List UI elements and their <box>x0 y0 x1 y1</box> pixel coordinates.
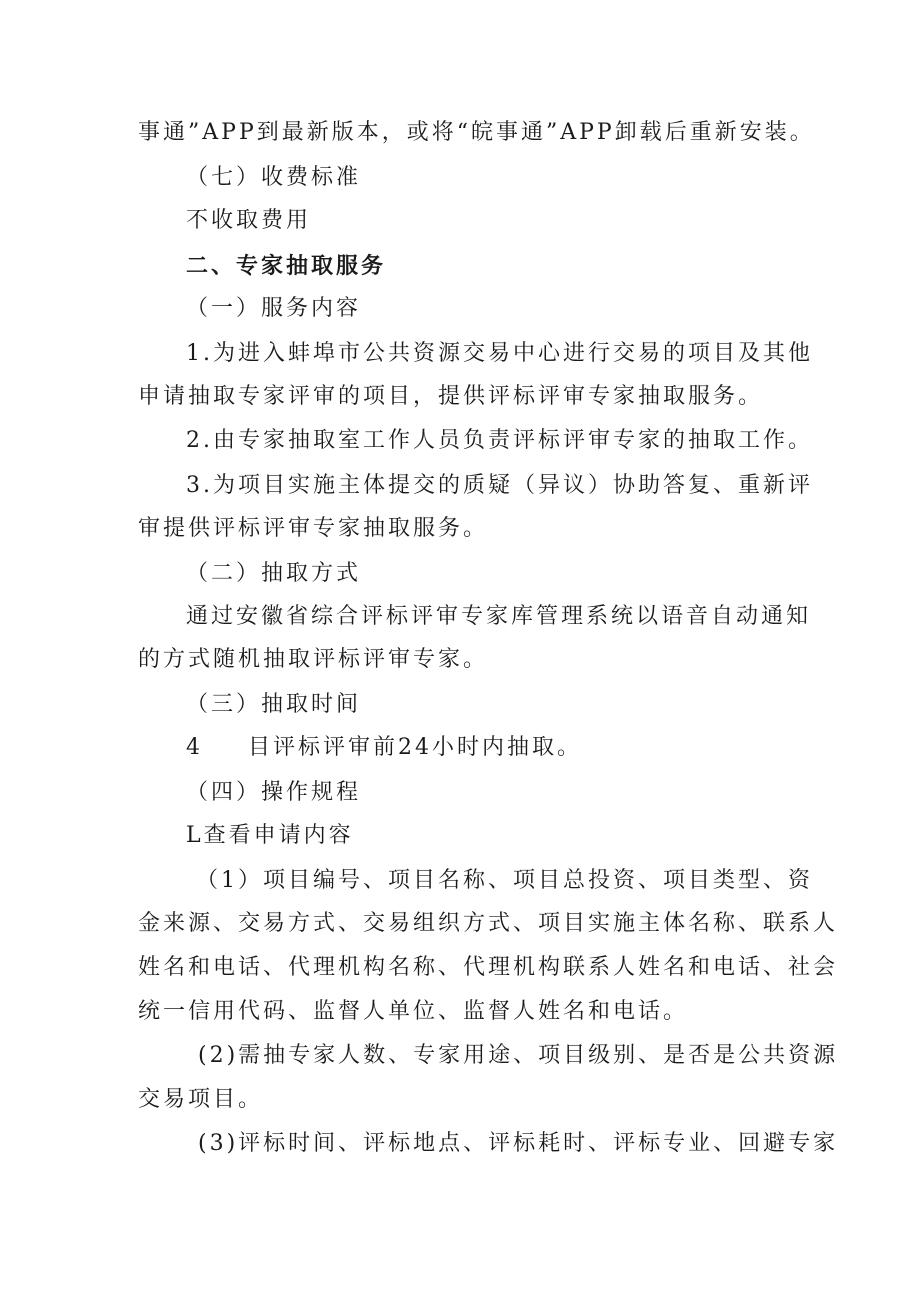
subheading-service-content: （一）服务内容 <box>186 296 362 321</box>
paragraph-time-text: 目评标评审前24小时内抽取。 <box>248 735 582 760</box>
paragraph-time-fragment: 4 <box>186 735 203 760</box>
list-item-3-line-1: 3.为项目实施主体提交的质疑（异议）协助答复、重新评 <box>186 473 813 498</box>
list-item-3-line-2: 审提供评标评审专家抽取服务。 <box>138 516 489 541</box>
paragraph-line-continuation: 事通”APP到最新版本，或将“皖事通”APP卸载后重新安装。 <box>138 120 815 145</box>
list-item-2: 2.由专家抽取室工作人员负责评标评审专家的抽取工作。 <box>186 428 813 453</box>
sub-item-2-line-1: (2)需抽专家人数、专家用途、项目级别、是否是公共资源 <box>198 1043 839 1068</box>
list-item-1-line-2: 申请抽取专家评审的项目，提供评标评审专家抽取服务。 <box>138 384 764 409</box>
sub-item-1-line-2: 金来源、交易方式、交易组织方式、项目实施主体名称、联系人 <box>138 911 839 936</box>
sub-item-1-line-1: （1）项目编号、项目名称、项目总投资、项目类型、资 <box>196 868 813 893</box>
sub-item-2-line-2: 交易项目。 <box>138 1087 264 1112</box>
list-item-view-application: L查看申请内容 <box>186 823 354 848</box>
subheading-selection-time: （三）抽取时间 <box>186 692 362 717</box>
paragraph-method-line-2: 的方式随机抽取评标评审专家。 <box>138 647 489 672</box>
subheading-fee-standard: （七）收费标准 <box>186 165 362 190</box>
subheading-operating-procedure: （四）操作规程 <box>186 780 362 805</box>
paragraph-no-fee: 不收取费用 <box>186 208 312 233</box>
subheading-selection-method: （二）抽取方式 <box>186 561 362 586</box>
sub-item-1-line-4: 统一信用代码、监督人单位、监督人姓名和电话。 <box>138 999 689 1024</box>
sub-item-3-line-1: (3)评标时间、评标地点、评标耗时、评标专业、回避专家 <box>198 1131 839 1156</box>
list-item-1-line-1: 1.为进入蚌埠市公共资源交易中心进行交易的项目及其他 <box>186 341 813 366</box>
paragraph-method-line-1: 通过安徽省综合评标评审专家库管理系统以语音自动通知 <box>186 604 812 629</box>
sub-item-1-line-3: 姓名和电话、代理机构名称、代理机构联系人姓名和电话、社会 <box>138 955 839 980</box>
section-heading-expert-selection: 二、专家抽取服务 <box>186 253 387 279</box>
